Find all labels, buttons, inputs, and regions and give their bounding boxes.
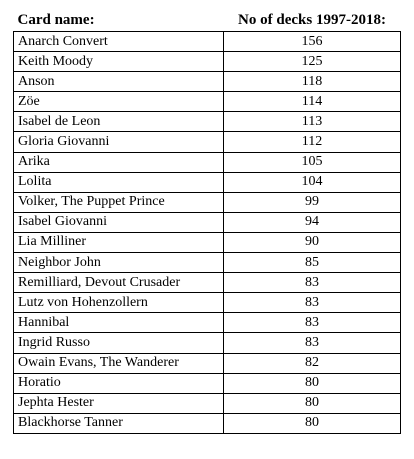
card-name-cell: Lolita — [14, 172, 224, 192]
table-row — [14, 132, 401, 152]
card-name-cell: Lutz von Hohenzollern — [14, 293, 224, 313]
table-row — [14, 253, 401, 273]
deck-count-cell: 83 — [224, 313, 401, 333]
card-name-cell: Horatio — [14, 373, 224, 393]
table-row — [14, 393, 401, 413]
card-name-cell: Keith Moody — [14, 52, 224, 72]
card-name-cell: Lia Milliner — [14, 232, 224, 252]
deck-count-table-container — [13, 10, 400, 434]
deck-count-cell: 85 — [224, 253, 401, 273]
deck-count-cell: 118 — [224, 72, 401, 92]
table-row — [14, 333, 401, 353]
table-row — [14, 72, 401, 92]
table-row — [14, 373, 401, 393]
card-name-cell: Blackhorse Tanner — [14, 413, 224, 433]
deck-count-cell: 82 — [224, 353, 401, 373]
table-row — [14, 172, 401, 192]
table-row — [14, 413, 401, 433]
card-name-cell: Anson — [14, 72, 224, 92]
card-name-cell: Isabel Giovanni — [14, 212, 224, 232]
table-row — [14, 212, 401, 232]
table-row — [14, 273, 401, 293]
deck-count-cell: 104 — [224, 172, 401, 192]
column-header-deck-count: No of decks 1997-2018: — [238, 12, 386, 28]
table-row — [14, 192, 401, 212]
card-name-cell: Isabel de Leon — [14, 112, 224, 132]
card-name-cell: Hannibal — [14, 313, 224, 333]
column-header-card-name: Card name: — [17, 12, 95, 28]
deck-count-cell: 80 — [224, 373, 401, 393]
table-row — [14, 52, 401, 72]
card-name-cell: Neighbor John — [14, 253, 224, 273]
deck-count-cell: 80 — [224, 413, 401, 433]
card-name-cell: Anarch Convert — [14, 32, 224, 52]
table-row — [14, 313, 401, 333]
deck-count-cell: 83 — [224, 273, 401, 293]
deck-count-cell: 105 — [224, 152, 401, 172]
table-row — [14, 232, 401, 252]
deck-count-cell: 83 — [224, 333, 401, 353]
card-name-cell: Jephta Hester — [14, 393, 224, 413]
deck-count-cell: 125 — [224, 52, 401, 72]
deck-count-table — [13, 10, 401, 434]
card-name-cell: Zöe — [14, 92, 224, 112]
card-name-cell: Ingrid Russo — [14, 333, 224, 353]
deck-count-cell: 80 — [224, 393, 401, 413]
card-name-cell: Volker, The Puppet Prince — [14, 192, 224, 212]
card-name-cell: Arika — [14, 152, 224, 172]
deck-count-cell: 114 — [224, 92, 401, 112]
table-row — [14, 152, 401, 172]
table-row — [14, 293, 401, 313]
card-name-cell: Owain Evans, The Wanderer — [14, 353, 224, 373]
deck-count-cell: 94 — [224, 212, 401, 232]
deck-count-cell: 90 — [224, 232, 401, 252]
deck-count-cell: 156 — [224, 32, 401, 52]
deck-count-cell: 113 — [224, 112, 401, 132]
table-body — [14, 32, 401, 434]
deck-count-cell: 99 — [224, 192, 401, 212]
table-header-row — [14, 10, 401, 32]
table-row — [14, 353, 401, 373]
card-name-cell: Remilliard, Devout Crusader — [14, 273, 224, 293]
deck-count-cell: 112 — [224, 132, 401, 152]
card-name-cell: Gloria Giovanni — [14, 132, 224, 152]
deck-count-cell: 83 — [224, 293, 401, 313]
table-row — [14, 92, 401, 112]
table-row — [14, 32, 401, 52]
table-row — [14, 112, 401, 132]
